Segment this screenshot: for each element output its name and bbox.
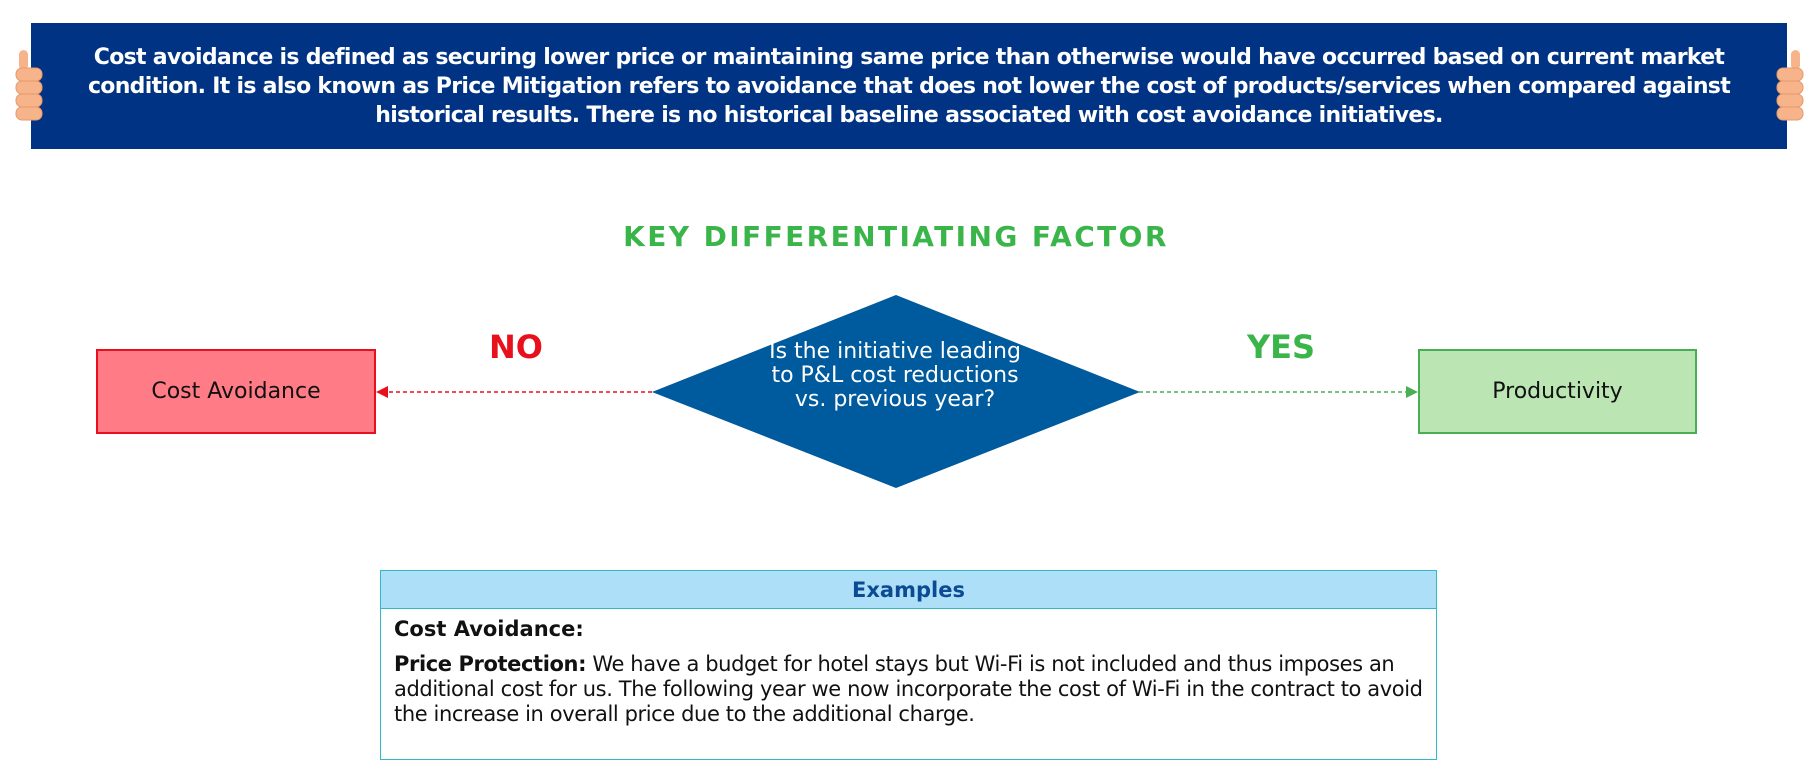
no-label: NO [489, 328, 543, 366]
cost-avoidance-label: Cost Avoidance [151, 379, 321, 404]
examples-heading: Cost Avoidance: [394, 617, 584, 641]
examples-body [381, 609, 1436, 735]
definition-text: Cost avoidance is defined as securing lower price or maintaining same price than otherwise would have occurred based on current market condition. It is also known as Price Mitigation refers to avoidance that does not lower the cost of products/services when compared against historical results. There is no historical baseline associated with cost avoidance initiatives. [87, 44, 1731, 128]
examples-paragraph [394, 652, 1423, 727]
yes-arrowhead [1406, 386, 1418, 398]
productivity-label: Productivity [1492, 379, 1623, 404]
examples-panel [380, 570, 1437, 760]
decision-question: Is the initiative leading to P&L cost reductions vs. previous year? [769, 339, 1021, 412]
examples-header: Examples [381, 571, 1436, 609]
cost-avoidance-box [96, 349, 376, 434]
price-protection-text: We have a budget for hotel stays but Wi-Fi is not included and thus imposes an additional cost for us. The following year we now incorporate the cost of Wi-Fi in the contract to avoid the increase in overall price due to the additional charge. [394, 652, 1423, 726]
yes-label: YES [1247, 328, 1316, 366]
price-protection-lead: Price Protection: [394, 652, 587, 676]
diagram-title: KEY DIFFERENTIATING FACTOR [623, 220, 1169, 253]
no-arrowhead [376, 386, 388, 398]
productivity-box [1418, 349, 1697, 434]
